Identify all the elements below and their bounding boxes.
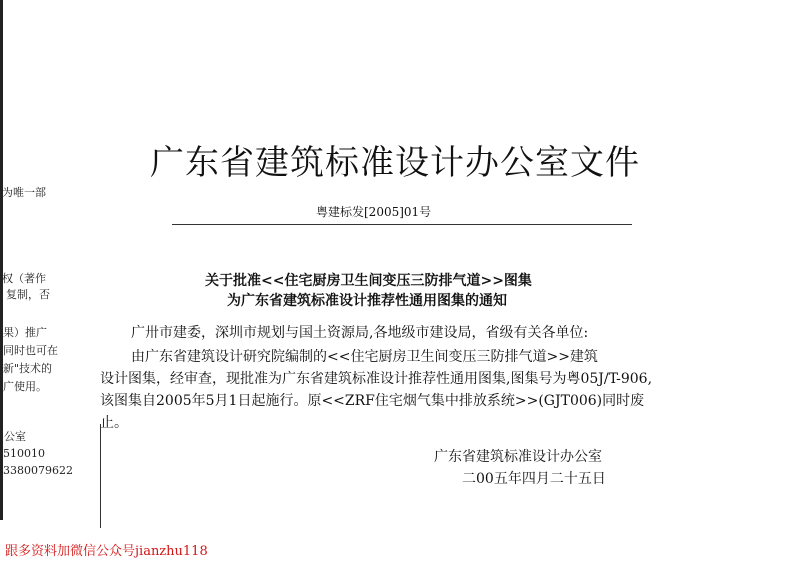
side-fragment: 510010 [3, 447, 45, 460]
side-fragment: 3380079622 [3, 464, 73, 477]
watermark-footer: 跟多资料加微信公众号jianzhu118 [5, 544, 208, 559]
page-edge-shadow [0, 0, 3, 520]
side-fragment: 公室 [4, 430, 26, 443]
side-fragment: 复制，否 [6, 288, 50, 301]
side-fragment: 权（著作 [2, 272, 46, 285]
notice-title-line-2: 为广东省建筑标准设计推荐性通用图集的通知 [227, 293, 507, 309]
side-fragment: 新"技术的 [3, 362, 53, 375]
salutation: 广卅市建委，深圳市规划与国土资源局,各地级市建设局，省级有关各单位: [131, 325, 589, 341]
side-fragment: 果）推广 [3, 326, 47, 339]
body-line: 设计图集，经审查，现批准为广东省建筑标准设计推荐性通用图集,图集号为粤05J/T-906, [100, 371, 653, 387]
document-title: 广东省建筑标准设计办公室文件 [150, 143, 640, 183]
header-rule [172, 224, 632, 225]
document-number: 粤建标发[2005]01号 [316, 205, 432, 219]
body-line: 由广东省建筑设计研究院编制的<<住宅厨房卫生间变压三防排气道>>建筑 [131, 349, 598, 365]
side-divider-line [100, 424, 101, 528]
notice-body [100, 346, 652, 434]
side-fragment: 同时也可在 [3, 344, 58, 357]
body-line: 止。 [100, 415, 128, 431]
side-fragment: 广使用。 [3, 380, 47, 393]
issue-date: 二00五年四月二十五日 [462, 471, 606, 487]
body-line: 该图集自2005年5月1日起施行。原<<ZRF住宅烟气集中排放系统>>(GJT006)同时废 [100, 393, 645, 409]
side-fragment: 为唯一部 [2, 186, 46, 199]
signature: 广东省建筑标准设计办公室 [434, 449, 602, 465]
notice-title-line-1: 关于批准<<住宅厨房卫生间变压三防排气道>>图集 [205, 273, 532, 289]
